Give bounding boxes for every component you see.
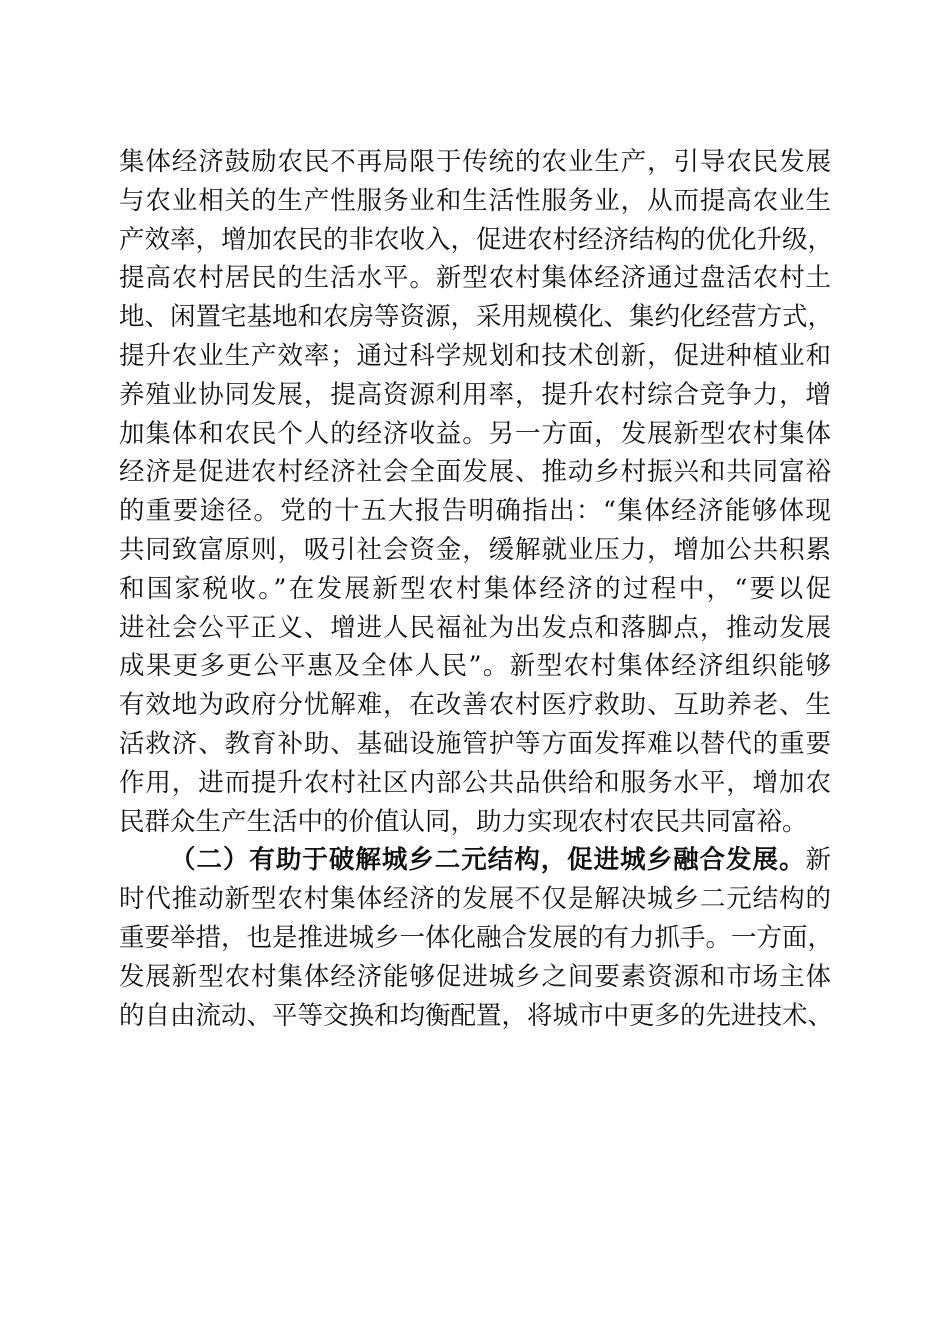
text-line: 加集体和农民个人的经济收益。另一方面，发展新型农村集体 bbox=[119, 418, 831, 449]
text-line: 养殖业协同发展，提高资源利用率，提升农村综合竞争力，增 bbox=[119, 379, 831, 410]
text-line: 成果更多更公平惠及全体人民”。新型农村集体经济组织能够 bbox=[119, 651, 831, 682]
text-line: 共同致富原则，吸引社会资金，缓解就业压力，增加公共积累 bbox=[119, 534, 831, 565]
text-line: 民群众生产生活中的价值认同，助力实现农村农民共同富裕。 bbox=[119, 806, 808, 837]
text-line: 进社会公平正义、增进人民福祉为出发点和落脚点，推动发展 bbox=[119, 612, 831, 643]
text-line: 产效率，增加农民的非农收入，促进农村经济结构的优化升级， bbox=[119, 224, 834, 255]
section-heading: （二）有助于破解城乡二元结构，促进城乡融合发展。 bbox=[170, 845, 806, 876]
text-line: 的自由流动、平等交换和均衡配置，将城市中更多的先进技术、 bbox=[119, 1000, 834, 1031]
text-line: 作用，进而提升农村社区内部公共品供给和服务水平，增加农 bbox=[119, 767, 831, 798]
body-text bbox=[119, 143, 834, 1035]
text-line: 经济是促进农村经济社会全面发展、推动乡村振兴和共同富裕 bbox=[119, 457, 831, 488]
section-heading-line bbox=[119, 841, 831, 880]
text-line: 和国家税收。”在发展新型农村集体经济的过程中，“要以促 bbox=[119, 573, 831, 604]
text-line: 集体经济鼓励农民不再局限于传统的农业生产，引导农民发展 bbox=[119, 147, 831, 177]
text-line: 的重要途径。党的十五大报告明确指出：“集体经济能够体现 bbox=[119, 496, 831, 527]
text-line: 活救济、教育补助、基础设施管护等方面发挥难以替代的重要 bbox=[119, 728, 831, 759]
text-line: 时代推动新型农村集体经济的发展不仅是解决城乡二元结构的 bbox=[119, 884, 831, 915]
text-fragment: 新 bbox=[805, 845, 831, 876]
text-line: 重要举措，也是推进城乡一体化融合发展的有力抓手。一方面， bbox=[119, 922, 834, 953]
text-line: 地、闲置宅基地和农房等资源，采用规模化、集约化经营方式， bbox=[119, 302, 834, 333]
paragraph-1 bbox=[119, 143, 834, 841]
text-line: 提升农业生产效率；通过科学规划和技术创新，促进种植业和 bbox=[119, 340, 831, 371]
text-line: 有效地为政府分忧解难，在改善农村医疗救助、互助养老、生 bbox=[119, 690, 831, 721]
text-line: 发展新型农村集体经济能够促进城乡之间要素资源和市场主体 bbox=[119, 961, 831, 992]
paragraph-2 bbox=[119, 841, 834, 1035]
text-line: 提高农村居民的生活水平。新型农村集体经济通过盘活农村土 bbox=[119, 263, 831, 294]
text-line: 与农业相关的生产性服务业和生活性服务业，从而提高农业生 bbox=[119, 185, 831, 216]
